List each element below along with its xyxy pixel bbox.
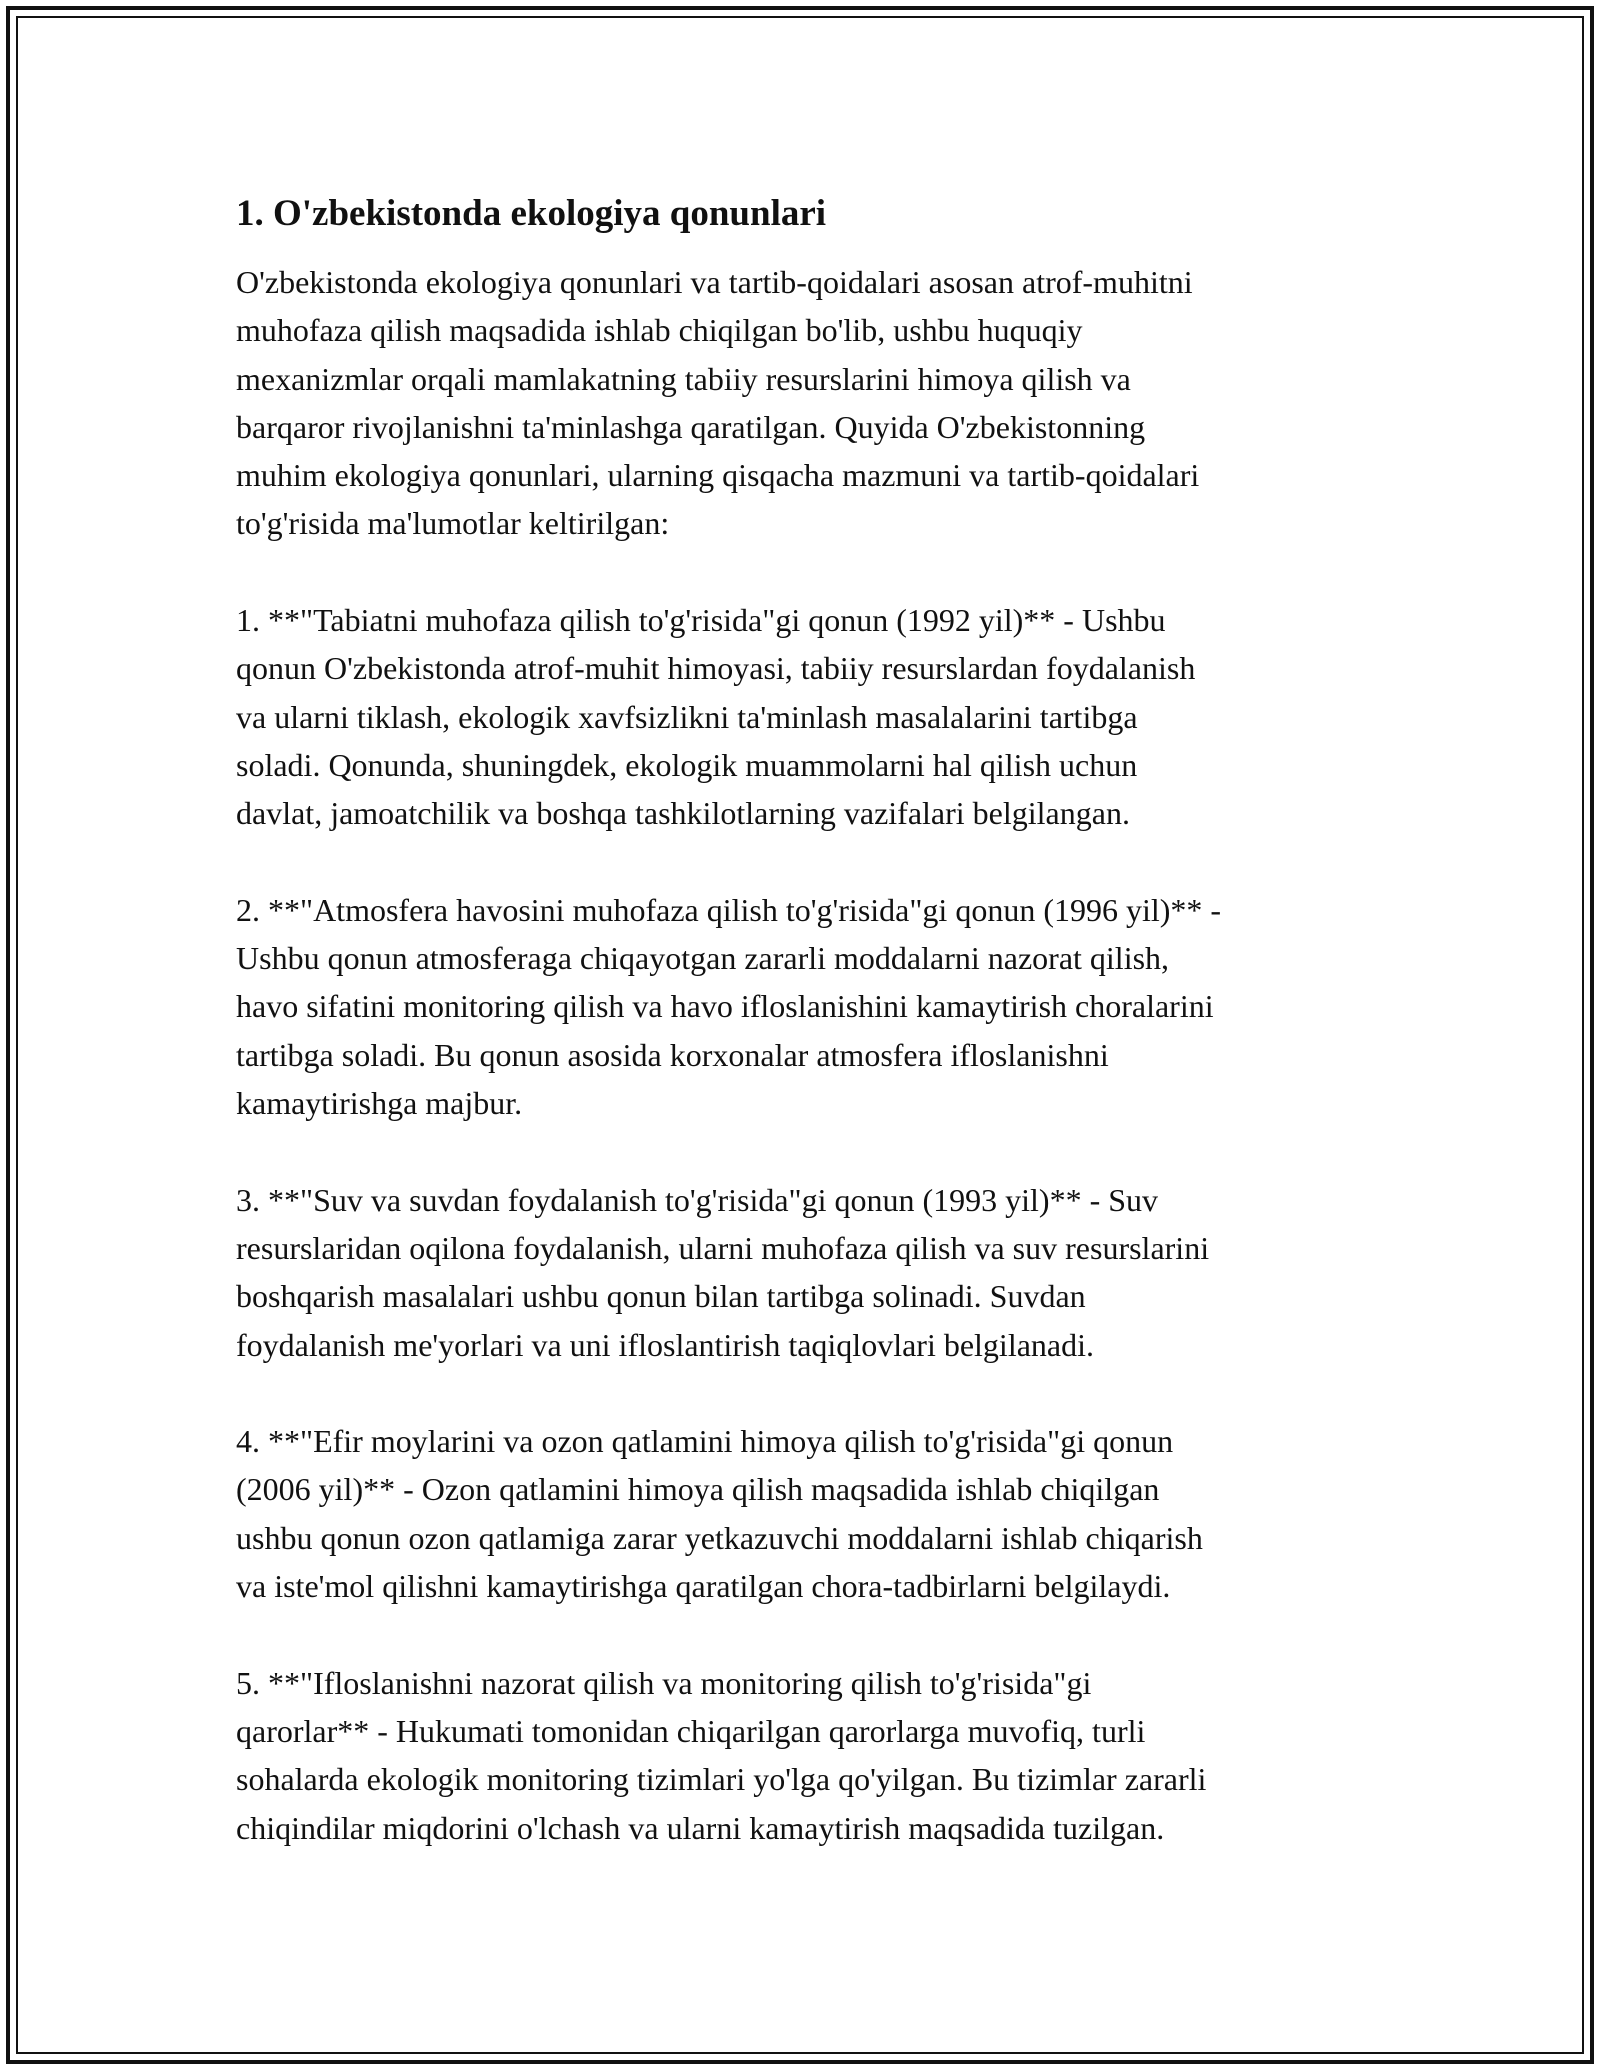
paragraph-line: 1. **"Tabiatni muhofaza qilish to'g'risida"gi qonun (1992 yil)** - Ushbu xyxy=(236,602,1166,639)
paragraph-line: havo sifatini monitoring qilish va havo ifloslanishini kamaytirish choralarini xyxy=(236,988,1214,1025)
paragraph-line: mexanizmlar orqali mamlakatning tabiiy resurslarini himoya qilish va xyxy=(236,360,1131,397)
paragraph-line: 3. **"Suv va suvdan foydalanish to'g'risida"gi qonun (1993 yil)** - Suv xyxy=(236,1181,1159,1218)
paragraph-line: barqaror rivojlanishni ta'minlashga qaratilgan. Quyida O'zbekistonning xyxy=(236,408,1146,445)
law-item-1 xyxy=(236,596,1366,837)
paragraph-line: sohalarda ekologik monitoring tizimlari yo'lga qo'yilgan. Bu tizimlar zararli xyxy=(236,1761,1207,1798)
paragraph-line: davlat, jamoatchilik va boshqa tashkilotlarning vazifalari belgilangan. xyxy=(236,795,1130,832)
paragraph-line: O'zbekistonda ekologiya qonunlari va tartib-qoidalari asosan atrof-muhitni xyxy=(236,264,1193,300)
law-item-4 xyxy=(236,1417,1366,1610)
law-item-5 xyxy=(236,1659,1366,1852)
document-title: 1. O'zbekistonda ekologiya qonunlari xyxy=(236,193,827,234)
paragraph-line: va ularni tiklash, ekologik xavfsizlikni ta'minlash masalalarini tartibga xyxy=(236,698,1138,735)
paragraph-line: va iste'mol qilishni kamaytirishga qaratilgan chora-tadbirlarni belgilaydi. xyxy=(236,1568,1171,1605)
law-item-2 xyxy=(236,886,1366,1127)
paragraph-line: tartibga soladi. Bu qonun asosida korxonalar atmosfera ifloslanishni xyxy=(236,1036,1109,1073)
paragraph-line: 2. **"Atmosfera havosini muhofaza qilish to'g'risida"gi qonun (1996 yil)** - xyxy=(236,891,1222,928)
paragraph-line: resurslaridan oqilona foydalanish, ularni muhofaza qilish va suv resurslarini xyxy=(236,1229,1210,1266)
paragraph-line: soladi. Qonunda, shuningdek, ekologik muammolarni hal qilish uchun xyxy=(236,746,1138,783)
paragraph-line: qonun O'zbekistonda atrof-muhit himoyasi, tabiiy resurslardan foydalanish xyxy=(236,650,1196,687)
paragraph-line: muhim ekologiya qonunlari, ularning qisqacha mazmuni va tartib-qoidalari xyxy=(236,457,1200,494)
paragraph-line: ushbu qonun ozon qatlamiga zarar yetkazuvchi moddalarni ishlab chiqarish xyxy=(236,1519,1203,1556)
law-item-3 xyxy=(236,1176,1366,1369)
paragraph-line: kamaytirishga majbur. xyxy=(236,1085,523,1122)
intro-paragraph xyxy=(236,258,1366,548)
paragraph-line: to'g'risida ma'lumotlar keltirilgan: xyxy=(236,505,670,542)
paragraph-line: qarorlar** - Hukumati tomonidan chiqarilgan qarorlarga muvofiq, turli xyxy=(236,1712,1146,1749)
document-body xyxy=(236,188,1366,1900)
paragraph-line: muhofaza qilish maqsadida ishlab chiqilgan bo'lib, ushbu huquqiy xyxy=(236,312,1083,349)
paragraph-line: Ushbu qonun atmosferaga chiqayotgan zararli moddalarni nazorat qilish, xyxy=(236,940,1170,977)
paragraph-line: 4. **"Efir moylarini va ozon qatlamini himoya qilish to'g'risida"gi qonun xyxy=(236,1423,1174,1460)
paragraph-line: 5. **"Ifloslanishni nazorat qilish va monitoring qilish to'g'risida"gi xyxy=(236,1664,1092,1701)
paragraph-line: (2006 yil)** - Ozon qatlamini himoya qilish maqsadida ishlab chiqilgan xyxy=(236,1471,1160,1508)
paragraph-line: boshqarish masalalari ushbu qonun bilan tartibga solinadi. Suvdan xyxy=(236,1278,1086,1315)
paragraph-line: chiqindilar miqdorini o'lchash va ularni kamaytirish maqsadida tuzilgan. xyxy=(236,1809,1165,1846)
paragraph-line: foydalanish me'yorlari va uni ifloslantirish taqiqlovlari belgilanadi. xyxy=(236,1326,1094,1363)
